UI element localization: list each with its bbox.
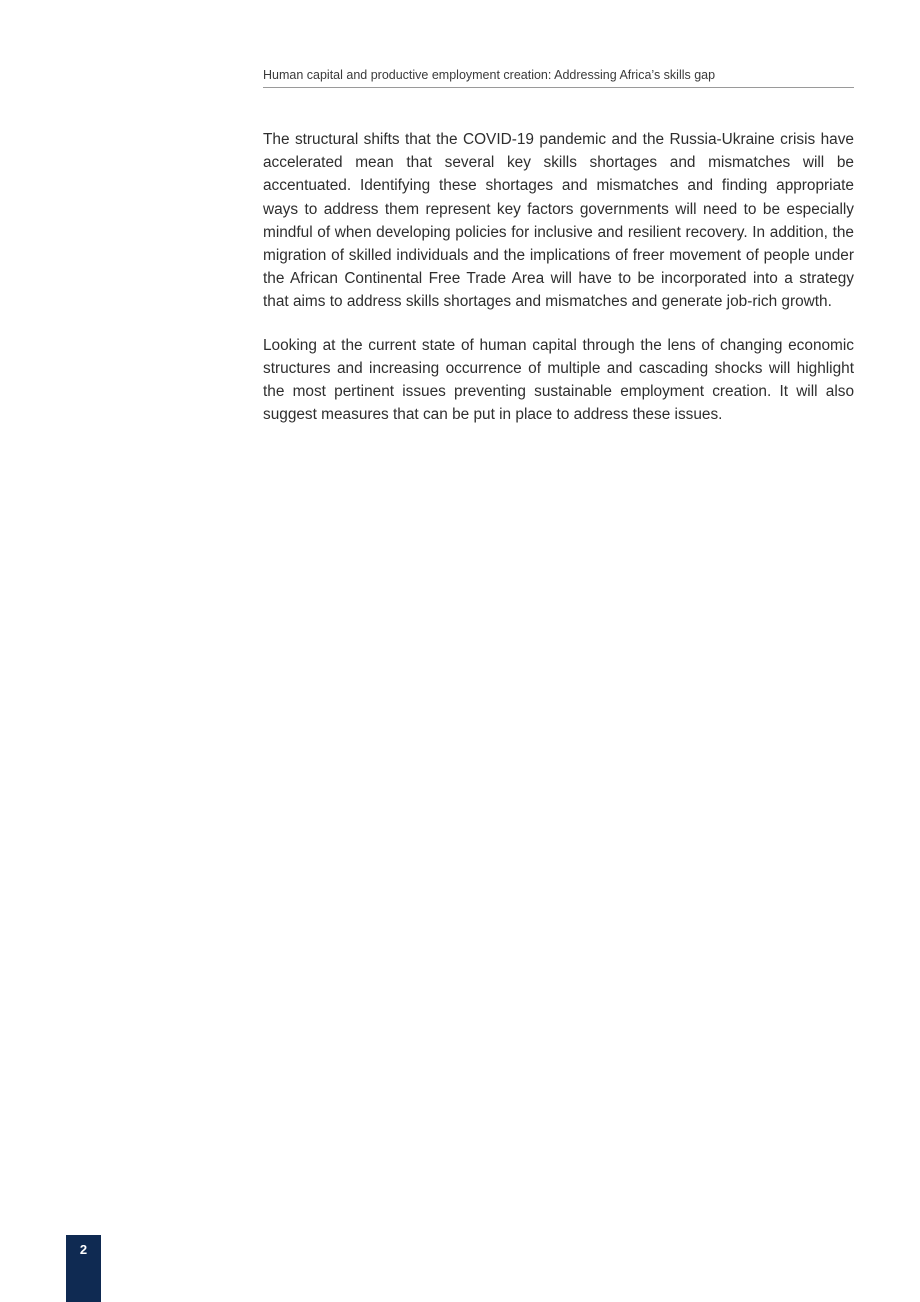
body-text: [263, 128, 854, 446]
page-number: 2: [66, 1235, 101, 1302]
paragraph-1: The structural shifts that the COVID-19 pandemic and the Russia-Ukraine crisis have accelerated mean that several key skills shortages and mismatches will be accentuated. Identifying these shortages and mismatches and finding appropriate ways to address them represent key factors governments will need to be especially mindful of when developing policies for inclusive and resilient recovery. In addition, the migration of skilled individuals and the implications of freer movement of people under the African Continental Free Trade Area will have to be incorporated into a strategy that aims to address skills shortages and mismatches and generate job-rich growth.: [263, 131, 854, 311]
paragraph-2: Looking at the current state of human capital through the lens of changing economic structures and increasing occurrence of multiple and cascading shocks will highlight the most pertinent issues preventing sustainable employment creation. It will also suggest measures that can be put in place to address these issues.: [263, 336, 854, 424]
running-header: Human capital and productive employment creation: Addressing Africa’s skills gap: [263, 66, 854, 88]
